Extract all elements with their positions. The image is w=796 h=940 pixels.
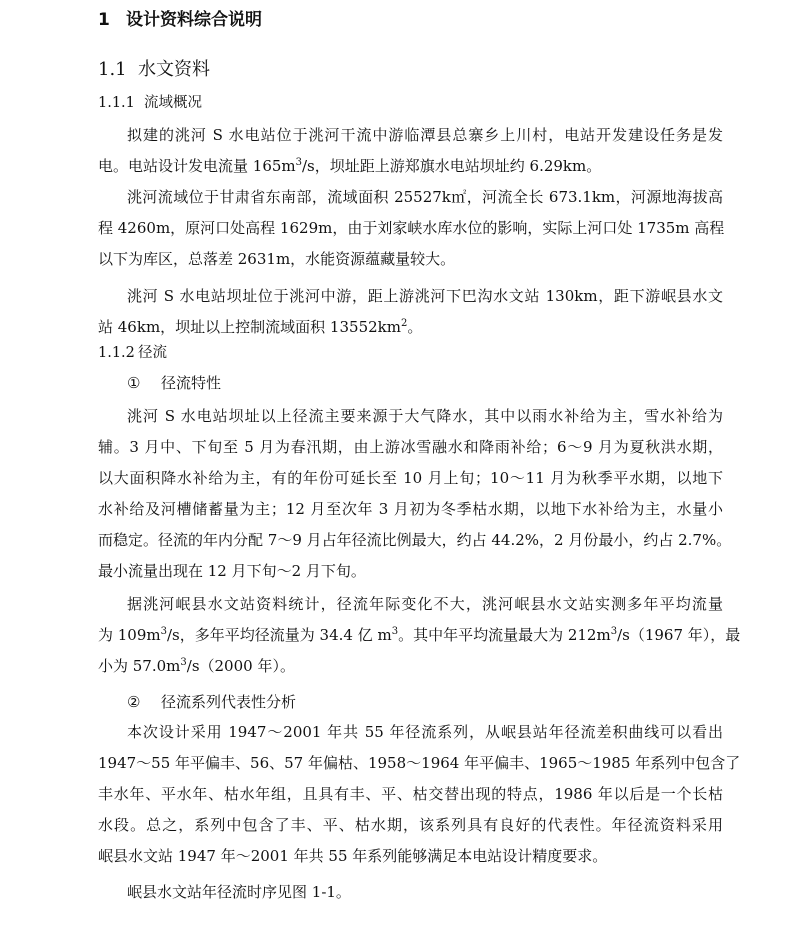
item-heading-representativeness bbox=[127, 692, 296, 712]
subsection-title: 流域概况 bbox=[144, 95, 202, 111]
paragraph-line: 本次设计采用 1947～2001 年共 55 年径流系列，从岷县站年径流差积曲线可以看出 bbox=[127, 723, 723, 741]
item-heading-runoff-characteristics bbox=[127, 373, 221, 393]
paragraph-line: 拟建的洮河 S 水电站位于洮河干流中游临潭县总寨乡上川村，电站开发建设任务是发 bbox=[127, 126, 723, 144]
paragraph-line: 洮河 S 水电站坝址位于洮河中游，距上游洮河下巴沟水文站 130km，距下游岷县水文 bbox=[127, 287, 723, 305]
item-marker: ② bbox=[127, 693, 141, 711]
paragraph-line: 站 46km，坝址以上控制流域面积 $13552km^2$。 bbox=[98, 318, 423, 336]
subsection-heading-runoff bbox=[98, 343, 167, 363]
paragraph-line: 水段。总之，系列中包含了丰、平、枯水期，该系列具有良好的代表性。年径流资料采用 bbox=[98, 816, 723, 834]
paragraph-line: 1947～55 年平偏丰、56、57 年偏枯、1958～1964 年平偏丰、1965～1985 年系列中包含了 bbox=[98, 754, 741, 772]
paragraph-line: 岷县水文站年径流时序见图 1-1。 bbox=[127, 883, 351, 901]
section-title: 水文资料 bbox=[138, 59, 210, 80]
section-number: 1.1 bbox=[98, 59, 127, 80]
paragraph-line: 洮河流域位于甘肃省东南部，流域面积 25527k㎡，河流全长 673.1km，河源地海拔高 bbox=[127, 188, 723, 206]
paragraph-line: 岷县水文站 1947 年～2001 年共 55 年系列能够满足本电站设计精度要求。 bbox=[98, 847, 608, 865]
paragraph-line: 电。电站设计发电流量 $165m^3/s$，坝址距上游郑旗水电站坝址约 6.29km。 bbox=[98, 157, 602, 175]
paragraph-line: 洮河 S 水电站坝址以上径流主要来源于大气降水，其中以雨水补给为主，雪水补给为 bbox=[127, 407, 723, 425]
paragraph-line: 水补给及河槽储蓄量为主；12 月至次年 3 月初为冬季枯水期，以地下水补给为主，水量小 bbox=[98, 500, 723, 518]
paragraph-line: 最小流量出现在 12 月下旬～2 月下旬。 bbox=[98, 562, 366, 580]
paragraph-line: 丰水年、平水年、枯水年组，且具有丰、平、枯交替出现的特点，1986 年以后是一个长枯 bbox=[98, 785, 723, 803]
item-title: 径流特性 bbox=[161, 374, 222, 392]
subsection-number: 1.1.1 bbox=[98, 95, 135, 111]
chapter-title: 设计资料综合说明 bbox=[126, 10, 262, 30]
paragraph-line: 程 4260m，原河口处高程 1629m，由于刘家峡水库水位的影响，实际上河口处 1735m 高程 bbox=[98, 219, 725, 237]
subsection-title: 径流 bbox=[138, 345, 167, 361]
chapter-number: 1 bbox=[98, 10, 110, 30]
paragraph-line: 以下为库区，总落差 2631m，水能资源蕴藏量较大。 bbox=[98, 250, 456, 268]
paragraph-line: 以大面积降水补给为主，有的年份可延长至 10 月上旬；10～11 月为秋季平水期，以地下 bbox=[98, 469, 723, 487]
paragraph-line: 而稳定。径流的年内分配 7～9 月占年径流比例最大，约占 44.2%，2 月份最小，约占 2.7%。 bbox=[98, 531, 732, 549]
paragraph-line: 为 $109m^3/s$，多年平均径流量为 34.4 亿 $m^3$。其中年平均流量最大为 $212m^3/s(1967$ 年），最 bbox=[98, 626, 741, 644]
paragraph-line: 小为 $57.0m^3/s(2000$ 年）。 bbox=[98, 657, 295, 675]
paragraph-line: 辅。3 月中、下旬至 5 月为春汛期，由上游冰雪融水和降雨补给；6～9 月为夏秋洪水期， bbox=[98, 438, 723, 456]
item-marker: ① bbox=[127, 374, 141, 392]
section-heading bbox=[98, 56, 210, 84]
subsection-heading-basin bbox=[98, 93, 202, 113]
paragraph-line: 据洮河岷县水文站资料统计，径流年际变化不大，洮河岷县水文站实测多年平均流量 bbox=[127, 595, 723, 613]
item-title: 径流系列代表性分析 bbox=[161, 693, 297, 711]
chapter-heading bbox=[98, 8, 262, 32]
subsection-number: 1.1.2 bbox=[98, 345, 135, 361]
